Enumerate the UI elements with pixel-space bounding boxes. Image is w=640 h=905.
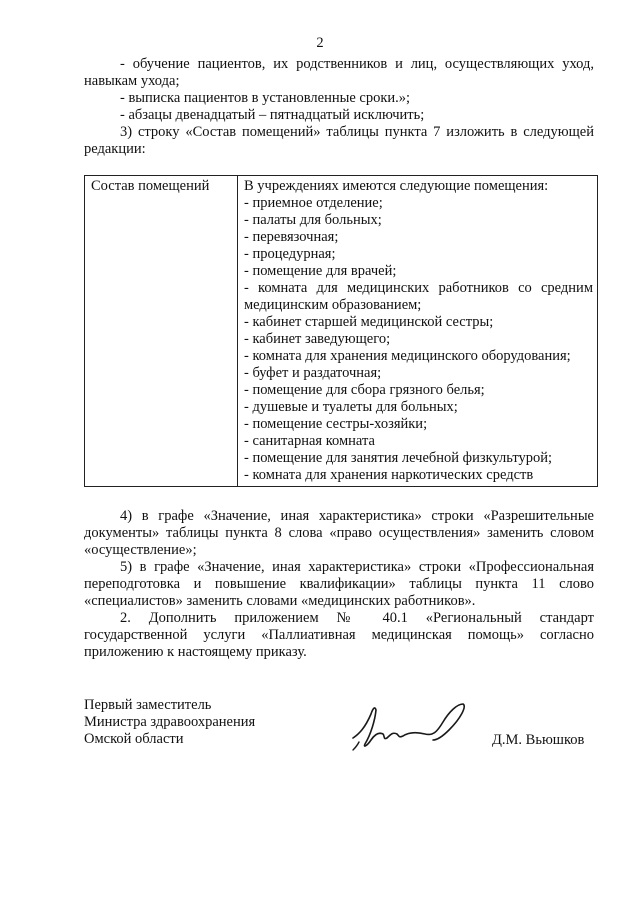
room-item: - перевязочная; [244,229,339,245]
room-item: - кабинет старшей медицинской сестры; [244,314,494,330]
table-heading: В учреждениях имеются следующие помещения: [244,178,549,194]
room-item: - помещение для сбора грязного белья; [244,382,485,398]
table-right-cell [238,176,598,487]
room-item: - буфет и раздаточная; [244,365,382,381]
room-item: - помещение для занятия лечебной физкультурой; [244,450,552,466]
paragraph-4: 4) в графе «Значение, иная характеристика» строки «Разрешительные документы» таблицы пункта 8 слова «право осуществления» заменить словом «осуществление»; [84,508,594,558]
room-item: - комната для хранения медицинского оборудования; [244,348,571,364]
room-item: - душевые и туалеты для больных; [244,399,458,415]
room-item: - санитарная комната [244,433,375,449]
paragraph-2-supplement: 2. Дополнить приложением № 40.1 «Региональный стандарт государственной услуги «Паллиативная медицинская помощь» согласно приложению к настоящему приказу. [84,610,594,660]
room-item: - приемное отделение; [244,195,383,211]
intro-line-4: 3) строку «Состав помещений» таблицы пункта 7 изложить в следующей редакции: [84,124,594,157]
intro-line-1: - обучение пациентов, их родственников и лиц, осуществляющих уход, навыкам ухода; [84,56,594,89]
room-item: - палаты для больных; [244,212,382,228]
room-item: - помещение сестры-хозяйки; [244,416,428,432]
table-left-cell: Состав помещений [85,176,238,487]
intro-line-2: - выписка пациентов в установленные сроки.»; [120,90,411,106]
paragraph-5: 5) в графе «Значение, иная характеристика» строки «Профессиональная переподготовка и повышение квалификации» таблицы пункта 11 слово «специалистов» заменить словами «медицинских работников». [84,559,594,609]
handwritten-signature [345,698,475,758]
rooms-table [84,175,598,487]
room-item: - кабинет заведующего; [244,331,391,347]
signatory-title-line: Омской области [84,731,184,747]
room-item: - комната для медицинских работников со средним медицинским образованием; [244,280,593,313]
room-item: - комната для хранения наркотических средств [244,467,534,483]
signatory-title-line: Первый заместитель [84,697,212,713]
room-item: - помещение для врачей; [244,263,397,279]
page-number: 2 [316,35,324,51]
room-list [244,195,593,484]
intro-line-3: - абзацы двенадцатый – пятнадцатый исключить; [120,107,425,123]
signatory-name: Д.М. Вьюшков [492,732,585,748]
room-item: - процедурная; [244,246,336,262]
signatory-title-line: Министра здравоохранения [84,714,256,730]
signatory-title [84,697,255,748]
